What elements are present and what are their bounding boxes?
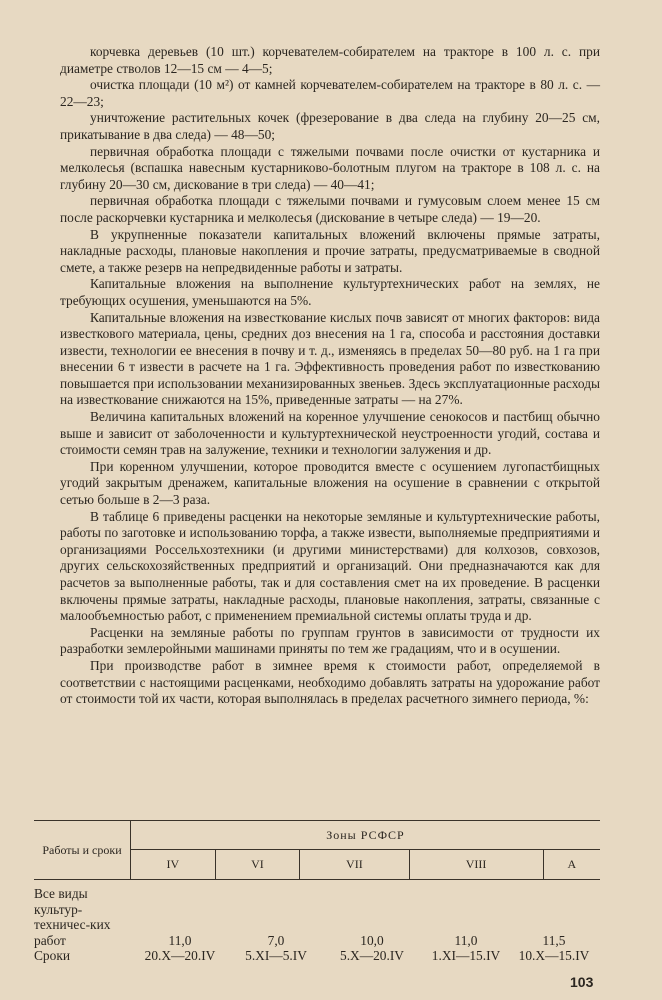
paragraph: очистка площади (10 м²) от камней корчевателем-собирателем на тракторе в 80 л. с. — 22—23; xyxy=(60,77,600,109)
paragraph: первичная обработка площади с тяжелыми почвами и гумусовым слоем менее 15 см после раскорчевки кустарника и мелколесья (дискование в четыре следа) — 19—20. xyxy=(60,193,600,225)
zone-column-header: VII xyxy=(300,850,409,880)
table-cell: 1.XI—15.IV xyxy=(431,948,501,963)
paragraph: Расценки на земляные работы по группам грунтов в зависимости от трудности их разработки землеройными машинами приняты по тем же градациям, что и в осушении. xyxy=(60,624,600,657)
zone-column-header: VIII xyxy=(409,850,543,880)
paragraph: В таблице 6 приведены расценки на некоторые земляные и культуртехнические работы, работы по заготовке и использованию торфа, а также извести, выполняемые предприятиями и организациями Россельхозтехники (и другими министерствами) для колхозов, совхозов, других сельскохозяйственных предприятий и организаций. Они предназначаются как для расчетов за выполненные работы, так и для составления смет на их проведение. В расценки включены прямые затраты, накладные расходы, плановые накопления, затраты, связанные с малообъемностью работ, с применением премиальной системы оплаты труда и др. xyxy=(60,508,600,624)
table-corner-header: Работы и сроки xyxy=(34,821,131,880)
page-number: 103 xyxy=(570,974,594,990)
paragraph: первичная обработка площади с тяжелыми почвами после очистки от кустарника и мелколесья (вспашка навесным кустарниково-болотным плугом на тракторе в 108 л. с. на глубину 20—30 см, дискование в три следа) — 40—41; xyxy=(60,143,600,192)
paragraph: Капитальные вложения на известкование кислых почв зависят от многих факторов: вида известкового материала, цены, средних доз внесения на 1 га, способа и расстояния доставки извести, технологии ее внесения в почву и т. д., изменяясь в пределах 50—80 руб. на 1 га при внесении 6 т извести в расчете на 1 га. Эффективность проведения работ по известкованию повышается при использовании механизированных звеньев. Здесь эксплуатационные расходы на известкование снижаются на 15%, приведенные затраты — на 27%. xyxy=(60,309,600,408)
table-cell: 5.X—20.IV xyxy=(340,948,404,963)
body-text xyxy=(60,44,600,708)
table-cell: 11,0 xyxy=(168,933,192,948)
paragraph: Капитальные вложения на выполнение культуртехнических работ на землях, не требующих осушения, уменьшаются на 5%. xyxy=(60,276,600,308)
paragraph: В укрупненные показатели капитальных вложений включены прямые затраты, накладные расходы, плановые накопления и прочие затраты, предусматриваемые в сводной смете, а также резерв на непредвиденные работы и затраты. xyxy=(60,226,600,275)
paragraph: При коренном улучшении, которое проводится вместе с осушением лугопастбищных угодий закрытым дренажем, капитальные вложения на осушение в сравнении с открытой сетью больше в 2—3 раза. xyxy=(60,458,600,508)
zone-column-header: VI xyxy=(215,850,300,880)
zone-column-header: A xyxy=(543,850,600,880)
table-cell: 5.XI—5.IV xyxy=(245,948,307,963)
table-cell: 10.X—15.IV xyxy=(518,948,590,963)
table-cell: 11,5 xyxy=(542,933,566,948)
zones-header: Зоны РСФСР xyxy=(131,821,601,850)
paragraph: уничтожение растительных кочек (фрезерование в два следа на глубину 20—25 см, прикатывание в два следа) — 48—50; xyxy=(60,110,600,142)
row-label-terms: Сроки xyxy=(34,948,70,963)
paragraph: корчевка деревьев (10 шт.) корчевателем-собирателем на тракторе в 100 л. с. при диаметре стволов 12—15 см — 4—5; xyxy=(60,44,600,76)
paragraph: Величина капитальных вложений на коренное улучшение сенокосов и пастбищ обычно выше и зависит от заболоченности и культуртехнической неустроенности угодий, состава и стоимости семян трав на залужение, техники и технологии залужения и др. xyxy=(60,409,600,458)
table-cell: 20.X—20.IV xyxy=(144,948,216,963)
zone-column-header: IV xyxy=(131,850,216,880)
row-label-all-works: Все виды культур-техничес-ких работ xyxy=(34,886,111,948)
table-cell: 10,0 xyxy=(360,933,384,948)
paragraph: При производстве работ в зимнее время к стоимости работ, определяемой в соответствии с настоящими расценками, необходимо добавлять затраты на удорожание работ от стоимости той их части, которая выполнялась в пределах расчетного зимнего периода, %: xyxy=(60,657,600,707)
winter-surcharge-table xyxy=(34,820,600,880)
table-cell: 7,0 xyxy=(267,933,285,948)
table-cell: 11,0 xyxy=(454,933,478,948)
